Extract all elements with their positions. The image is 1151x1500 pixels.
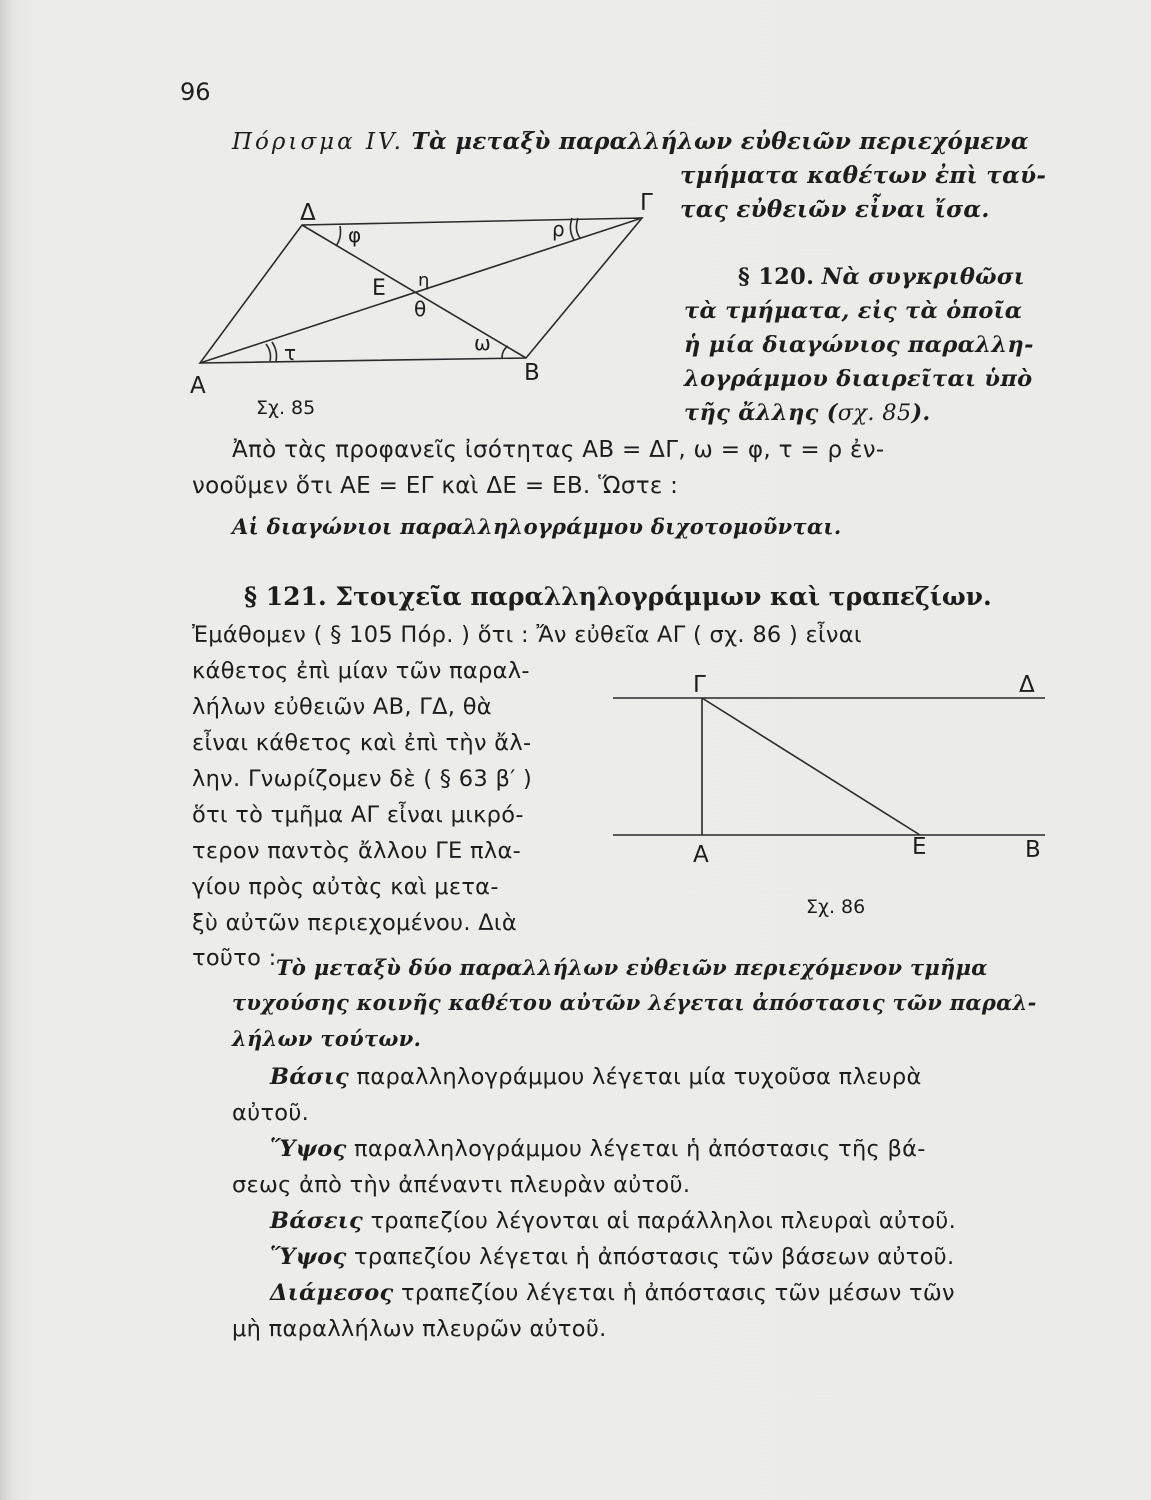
figure-85: [190, 180, 660, 420]
term-bases-trapezoid: [270, 1208, 956, 1234]
sec121-number: § 121.: [244, 582, 327, 611]
fig85-label-rho: ρ: [552, 217, 565, 241]
fig86-label-a: Α: [693, 842, 709, 868]
fig86-label-g: Γ: [693, 672, 706, 698]
diagonal-db: [302, 225, 526, 358]
proof-line-1: Ἀπὸ τὰς προφανεῖς ἰσότητας ΑΒ = ΔΓ, ω = φ, τ = ρ ἐν-: [232, 437, 885, 463]
fig85-label-b: Β: [524, 360, 540, 386]
term-basis-parallelogram: [270, 1064, 922, 1090]
proof-conclusion: Αἱ διαγώνιοι παραλληλογράμμου διχοτομοῦνται.: [232, 514, 842, 539]
proof-line-2: νοοῦμεν ὅτι ΑΕ = ΕΓ καὶ ΔΕ = ΕΒ. Ὥστε :: [192, 473, 679, 499]
angle-tau-arc-1: [266, 344, 271, 361]
term-median-text: τραπεζίου λέγεται ἡ ἀπόστασις τῶν μέσων τῶν: [393, 1280, 955, 1306]
sec120-text-5c: ).: [911, 400, 931, 426]
sec120-number: § 120.: [738, 264, 815, 290]
sec120-line-4: λογράμμου διαιρεῖται ὑπὸ: [684, 366, 1033, 392]
sec121-line-4: εἶναι κάθετος καὶ ἐπὶ τὴν ἄλ-: [192, 730, 532, 756]
angle-tau-arc-2: [272, 342, 277, 361]
porisma-label: Πόρισμα IV.: [232, 129, 404, 155]
fig86-label-d: Δ: [1019, 672, 1035, 698]
fig85-label-omega: ω: [474, 331, 491, 355]
fig85-label-tau: τ: [284, 341, 297, 365]
sec120-line-3: ἡ μία διαγώνιος παραλλη-: [684, 332, 1034, 358]
term-median-cont: μὴ παραλλήλων πλευρῶν αὐτοῦ.: [232, 1316, 607, 1342]
term-height-parallelogram: [270, 1136, 926, 1162]
angle-rho-arc-1: [570, 218, 574, 240]
sec121-line-5: λην. Γνωρίζομεν δὲ ( § 63 β′ ): [192, 766, 533, 792]
term-basis-cont: αὐτοῦ.: [232, 1100, 310, 1126]
sec120-text-1: Νὰ συγκριθῶσι: [821, 264, 1025, 290]
porisma-line-2: τμήματα καθέτων ἐπὶ ταύ-: [680, 162, 1047, 189]
fig86-caption: Σχ. 86: [806, 896, 866, 918]
porisma-text-1: Τὰ μεταξὺ παραλλήλων εὐθειῶν περιεχόμενα: [411, 128, 1029, 155]
sec120-line-1: [738, 264, 1025, 290]
sec121-heading: [244, 582, 992, 611]
angle-rho-arc-2: [576, 218, 580, 238]
fig85-label-eta: η: [418, 270, 430, 291]
sec121-line-9: ξὺ αὐτῶν περιεχομένου. Διὰ: [192, 910, 517, 936]
sec120-text-5a: τῆς ἄλλης (: [684, 400, 838, 426]
sec121-line-2: κάθετος ἐπὶ μίαν τῶν παραλ-: [192, 658, 530, 684]
sec121-title: Στοιχεῖα παραλληλογράμμων καὶ τραπεζίων.: [335, 582, 992, 611]
sec121-line-7: τερον παντὸς ἄλλου ΓΕ πλα-: [192, 838, 522, 864]
angle-omega-arc: [502, 346, 508, 358]
term-median-trapezoid: [270, 1280, 955, 1306]
segment-ge: [702, 698, 920, 835]
sec120-line-2: τὰ τμήματα, εἰς τὰ ὁποῖα: [684, 298, 1023, 324]
sec121-line-3: λήλων εὐθειῶν ΑΒ, ΓΔ, θὰ: [192, 694, 492, 720]
fig85-label-d: Δ: [300, 200, 316, 226]
term-height-cont: σεως ἀπὸ τὴν ἀπέναντι πλευρὰν αὐτοῦ.: [232, 1172, 691, 1198]
definition-line-1: Τὸ μεταξὺ δύο παραλλήλων εὐθειῶν περιεχόμενον τμῆμα: [276, 955, 988, 980]
sec120-line-5: [684, 400, 931, 426]
definition-line-3: λήλων τούτων.: [232, 1026, 422, 1051]
sec120-fig-ref: σχ. 85: [837, 400, 912, 426]
term-height-label: Ὕψος: [270, 1136, 347, 1162]
definition-line-2: τυχούσης κοινῆς καθέτου αὐτῶν λέγεται ἀπόστασις τῶν παραλ-: [232, 990, 1037, 1015]
fig86-label-e: Ε: [912, 834, 927, 860]
sec121-line-10: τοῦτο :: [192, 945, 277, 971]
sec121-line-8: γίου πρὸς αὐτὰς καὶ μετα-: [192, 874, 499, 900]
fig85-label-e: Ε: [372, 276, 386, 301]
fig85-label-theta: θ: [414, 297, 427, 321]
fig85-label-a: Α: [190, 373, 206, 399]
sec121-line-1: Ἐμάθομεν ( § 105 Πόρ. ) ὅτι : Ἄν εὐθεῖα ΑΓ ( σχ. 86 ) εἶναι: [192, 622, 862, 648]
angle-phi-arc: [336, 226, 341, 246]
fig85-label-phi: φ: [348, 223, 362, 247]
term-trap-height-label: Ὕψος: [270, 1244, 347, 1270]
term-basis-label: Βάσις: [270, 1064, 350, 1090]
fig86-label-b: Β: [1025, 837, 1041, 863]
term-height-text: παραλληλογράμμου λέγεται ἡ ἀπόστασις τῆς βά-: [346, 1136, 926, 1162]
figure-86: [605, 670, 1055, 870]
term-bases-text: τραπεζίου λέγονται αἱ παράλληλοι πλευραὶ αὐτοῦ.: [363, 1208, 957, 1234]
page-number: 96: [180, 78, 211, 106]
fig85-caption: Σχ. 85: [256, 397, 316, 419]
term-bases-label: Βάσεις: [270, 1208, 363, 1234]
fig85-label-g: Γ: [640, 190, 653, 216]
term-median-label: Διάμεσος: [270, 1280, 394, 1306]
porisma-line-3: τας εὐθειῶν εἶναι ἴσα.: [680, 196, 990, 223]
porisma-line-1: [232, 128, 1029, 155]
sec121-line-6: ὅτι τὸ τμῆμα ΑΓ εἶναι μικρό-: [192, 802, 524, 828]
term-height-trapezoid: [270, 1244, 954, 1270]
term-basis-text: παραλληλογράμμου λέγεται μία τυχοῦσα πλευρὰ: [349, 1064, 922, 1090]
term-trap-height-text: τραπεζίου λέγεται ἡ ἀπόστασις τῶν βάσεων αὐτοῦ.: [346, 1244, 955, 1270]
